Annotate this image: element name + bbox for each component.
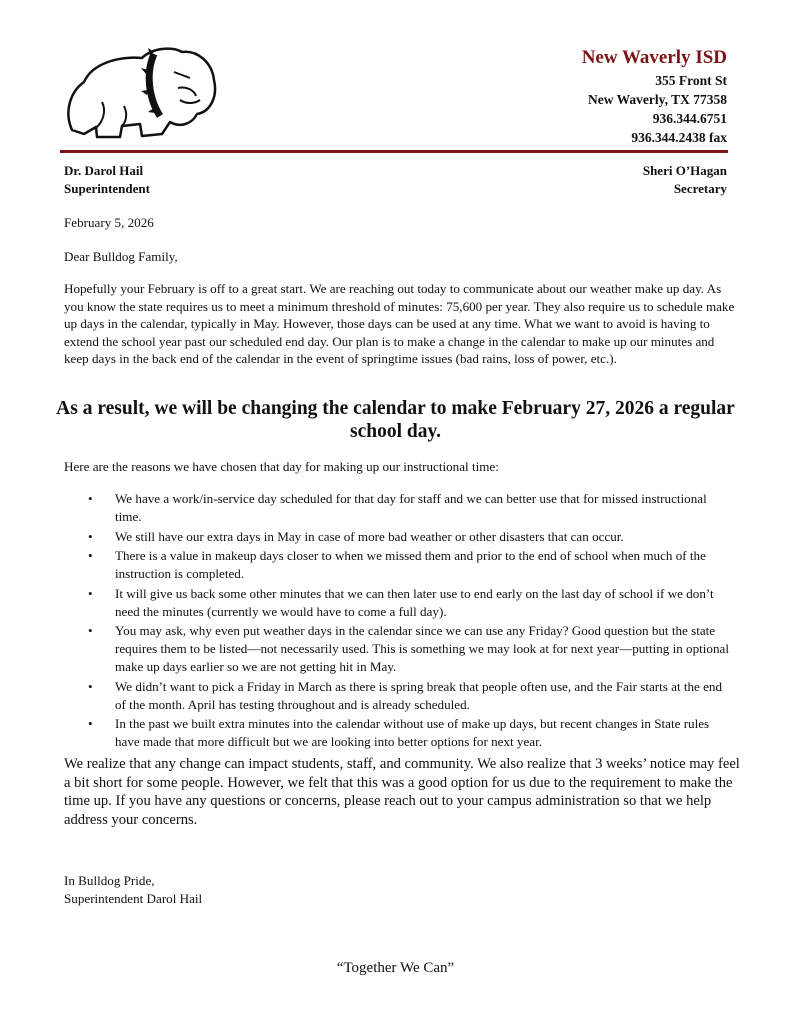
list-item: • It will give us back some other minutes that we can then later use to end early on the last day of school if we don’t need the minutes (currently we would have to come a full day). — [88, 585, 714, 619]
list-item: • You may ask, why even put weather days in the calendar since we can use any Friday? Good question but the state requires them to be listed—not necessarily used. This is something we may look at for next year—putting in optional make up days earlier so we are not getting hit in May. — [88, 623, 729, 674]
list-item: • We didn’t want to pick a Friday in March as there is spring break that people often use, and the Fair starts at the end of the month. April has testing throughout and is already scheduled. — [88, 678, 723, 712]
superintendent-name: Dr. Darol Hail — [64, 163, 144, 178]
address-line2: New Waverly, TX 77358 — [587, 92, 727, 107]
superintendent-block — [64, 162, 150, 198]
superintendent-title: Superintendent — [64, 181, 150, 196]
bullet-icon: • — [88, 528, 93, 544]
list-item: • In the past we built extra minutes into the calendar without use of make up days, but recent changes in State rules have made that more difficult but we are looking into better options for next year. — [88, 716, 710, 749]
bullet-icon: • — [88, 548, 93, 563]
footer-motto: “Together We Can” — [336, 960, 455, 976]
bullet-icon: • — [88, 585, 93, 601]
salutation: Dear Bulldog Family, — [64, 249, 178, 264]
list-item: • We still have our extra days in May in case of more bad weather or other disasters that can occur. — [88, 528, 624, 544]
letterhead-contact — [582, 47, 727, 147]
signoff: In Bulldog Pride, — [64, 873, 155, 888]
bullet-icon: • — [88, 491, 93, 506]
reasons-intro: Here are the reasons we have chosen that day for making up our instructional time: — [64, 459, 499, 474]
headline: As a result, we will be changing the calendar to make February 27, 2026 a regular school day. — [56, 398, 735, 442]
intro-paragraph: Hopefully your February is off to a great start. We are reaching out today to communicate about our weather make up day. As you know the state requires us to meet a minimum threshold of minutes: 75,600 per year. They also require us to schedule make up days in the calendar, typically in May. However, those days can be used at any time. What we want to avoid is having to extend the school year past our scheduled end day. Our plan is to make a change in the calendar to make up our minutes and keep days in the back end of the calendar in the event of springtime issues (bad rains, loss of power, etc.). — [64, 281, 735, 366]
bullet-icon: • — [88, 678, 93, 694]
address-line1: 355 Front St — [655, 73, 727, 88]
header-divider — [60, 150, 728, 153]
fax: 936.344.2438 fax — [631, 130, 727, 145]
bullet-icon: • — [88, 623, 93, 638]
org-name: New Waverly ISD — [581, 47, 727, 68]
bullet-icon: • — [88, 716, 93, 731]
signature: Superintendent Darol Hail — [64, 891, 203, 906]
secretary-name: Sheri O’Hagan — [642, 163, 727, 178]
list-item: • There is a value in makeup days closer to when we missed them and prior to the end of school when much of the instruction is completed. — [88, 548, 706, 581]
closing-paragraph: We realize that any change can impact students, staff, and community. We also realize that 3 weeks’ notice may feel a bit short for some people. However, we felt that this was a good option for us due to the requirement to make the time up. If you have any questions or concerns, please reach out to your campus administration so that we help address your concerns. — [64, 756, 740, 828]
secretary-block — [643, 162, 727, 198]
list-item: • We have a work/in-service day scheduled for that day for staff and we can better use that for missed instructional time. — [88, 491, 707, 524]
secretary-title: Secretary — [673, 181, 727, 196]
reasons-list — [64, 490, 736, 753]
letter-date: February 5, 2026 — [64, 215, 154, 230]
bulldog-logo — [62, 42, 222, 140]
phone: 936.344.6751 — [652, 111, 727, 126]
